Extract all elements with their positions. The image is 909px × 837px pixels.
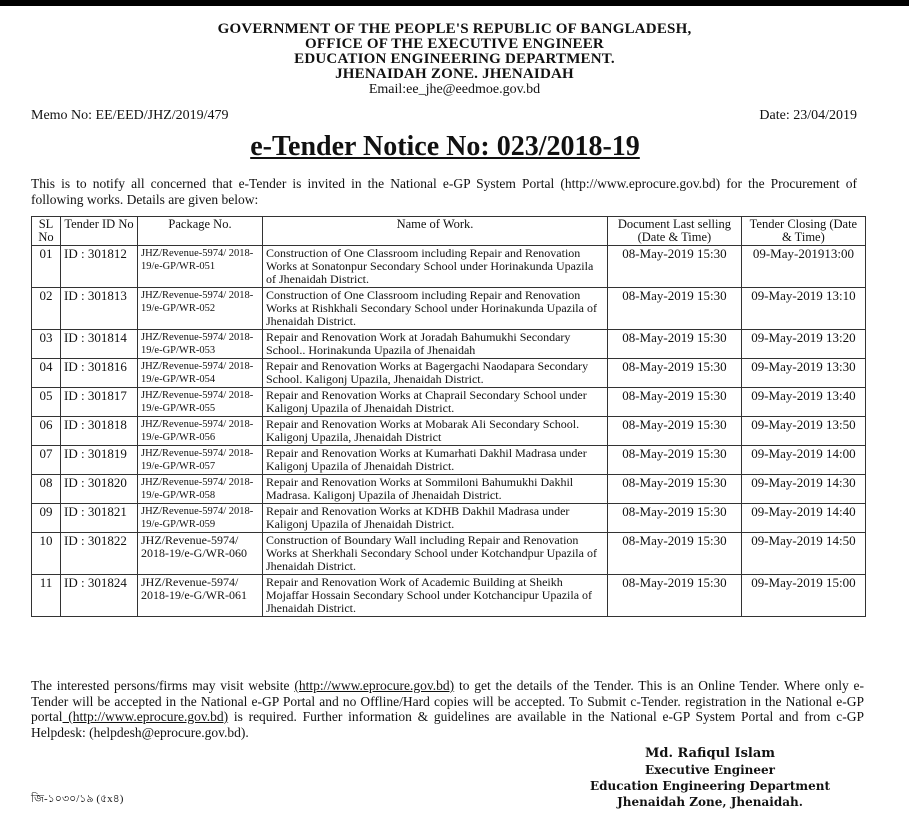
tender-id-cell: ID : 301814 [61, 330, 138, 359]
tender-closing-cell: 09-May-2019 14:50 [741, 533, 865, 575]
signatory-designation: Executive Engineer [645, 763, 775, 777]
sl-cell: 07 [32, 446, 61, 475]
package-cell: JHZ/Revenue-5974/ 2018-19/e-GP/WR-055 [138, 388, 263, 417]
signatory-department: Education Engineering Department [590, 779, 831, 793]
table-row [32, 246, 866, 288]
table-row [32, 388, 866, 417]
eprocure-link-1[interactable]: (http://www.eprocure.gov.bd) [294, 678, 455, 693]
doc-last-selling-cell: 08-May-2019 15:30 [608, 417, 742, 446]
doc-last-selling-cell: 08-May-2019 15:30 [608, 533, 742, 575]
tender-id-cell: ID : 301816 [61, 359, 138, 388]
sl-cell: 05 [32, 388, 61, 417]
col-sl: SL No [32, 217, 61, 246]
tender-id-cell: ID : 301824 [61, 575, 138, 617]
package-cell: JHZ/Revenue-5974/ 2018-19/e-GP/WR-051 [138, 246, 263, 288]
col-work-name: Name of Work. [263, 217, 608, 246]
tender-closing-cell: 09-May-2019 14:00 [741, 446, 865, 475]
header-line-3: EDUCATION ENGINEERING DEPARTMENT. [294, 51, 615, 67]
package-cell: JHZ/Revenue-5974/ 2018-19/e-GP/WR-059 [138, 504, 263, 533]
intro-paragraph: This is to notify all concerned that e-Tender is invited in the National e-GP System Portal (http://www.eprocure.gov.bd) for the Procurement of following works. Details are given below: [31, 176, 857, 207]
tender-table [31, 216, 866, 617]
doc-last-selling-cell: 08-May-2019 15:30 [608, 575, 742, 617]
signatory-name: Md. Rafiqul Islam [644, 746, 776, 761]
sl-cell: 10 [32, 533, 61, 575]
tender-closing-cell: 09-May-2019 13:30 [741, 359, 865, 388]
tender-closing-cell: 09-May-2019 13:10 [741, 288, 865, 330]
package-cell: JHZ/Revenue-5974/ 2018-19/e-GP/WR-058 [138, 475, 263, 504]
header-line-4: JHENAIDAH ZONE. JHENAIDAH [335, 66, 574, 82]
doc-last-selling-cell: 08-May-2019 15:30 [608, 359, 742, 388]
sl-cell: 04 [32, 359, 61, 388]
tender-id-cell: ID : 301813 [61, 288, 138, 330]
col-tender-id: Tender ID No [61, 217, 138, 246]
table-row [32, 575, 866, 617]
sl-cell: 08 [32, 475, 61, 504]
table-row [32, 359, 866, 388]
sl-cell: 02 [32, 288, 61, 330]
table-header-row [32, 217, 866, 246]
page-title: e-Tender Notice No: 023/2018-19 [250, 131, 640, 162]
tender-closing-cell: 09-May-2019 14:30 [741, 475, 865, 504]
doc-last-selling-cell: 08-May-2019 15:30 [608, 330, 742, 359]
tender-closing-cell: 09-May-2019 13:20 [741, 330, 865, 359]
table-row [32, 417, 866, 446]
letterhead [0, 22, 909, 98]
table-row [32, 288, 866, 330]
work-name-cell: Repair and Renovation Works at Kumarhati Dakhil Madrasa under Kaligonj Upazila of Jhenaidah District. [263, 446, 608, 475]
tender-closing-cell: 09-May-2019 13:40 [741, 388, 865, 417]
doc-last-selling-cell: 08-May-2019 15:30 [608, 475, 742, 504]
work-name-cell: Repair and Renovation Works at Chaprail Secondary School under Kaligonj Upazila of Jhenaidah District. [263, 388, 608, 417]
sl-cell: 01 [32, 246, 61, 288]
header-line-1: GOVERNMENT OF THE PEOPLE'S REPUBLIC OF BANGLADESH, [217, 21, 692, 37]
tender-id-cell: ID : 301821 [61, 504, 138, 533]
sl-cell: 03 [32, 330, 61, 359]
signature-block [590, 746, 830, 810]
tender-closing-cell: 09-May-201913:00 [741, 246, 865, 288]
doc-last-selling-cell: 08-May-2019 15:30 [608, 388, 742, 417]
col-package: Package No. [138, 217, 263, 246]
tender-id-cell: ID : 301812 [61, 246, 138, 288]
work-name-cell: Repair and Renovation Works at Bagergachi Naodapara Secondary School. Kaligonj Upazila, Jhenaidah District. [263, 359, 608, 388]
package-cell: JHZ/Revenue-5974/ 2018-19/e-GP/WR-054 [138, 359, 263, 388]
work-name-cell: Repair and Renovation Works at KDHB Dakhil Madrasa under Kaligonj Upazila of Jhenaidah District. [263, 504, 608, 533]
footer-text-2: to get the details of the Tender. This is an Online Tender. Where only e-Tender will be accepted in the National e-GP Portal and no Offline/Hard copies will be accepted. To Submit c-Tender. registration in the National e-GP portal [31, 678, 864, 724]
sl-cell: 06 [32, 417, 61, 446]
notice-date: Date: 23/04/2019 [759, 108, 857, 123]
tender-id-cell: ID : 301822 [61, 533, 138, 575]
work-name-cell: Repair and Renovation Works at Mobarak Ali Secondary School. Kaligonj Upazila, Jhenaidah District [263, 417, 608, 446]
footer-text-3: is required. Further information & guidelines are available in the National e-GP System Portal and from c-GP Helpdesk: (helpdesh@eprocure.gov.bd). [31, 709, 864, 740]
header-email: Email:ee_jhe@eedmoe.gov.bd [368, 82, 541, 97]
eprocure-link-2[interactable]: (http://www.eprocure.gov.bd) [62, 709, 229, 724]
package-cell: JHZ/Revenue-5974/ 2018-19/e-GP/WR-053 [138, 330, 263, 359]
doc-last-selling-cell: 08-May-2019 15:30 [608, 288, 742, 330]
footer-text-1: The interested persons/firms may visit website [31, 678, 295, 693]
tender-closing-cell: 09-May-2019 14:40 [741, 504, 865, 533]
doc-last-selling-cell: 08-May-2019 15:30 [608, 246, 742, 288]
sl-cell: 09 [32, 504, 61, 533]
work-name-cell: Construction of One Classroom including Repair and Renovation Works at Sonatonpur Secondary School under Horinakunda Upazila of Jhenaidah District. [263, 246, 608, 288]
doc-last-selling-cell: 08-May-2019 15:30 [608, 504, 742, 533]
signatory-zone: Jhenaidah Zone, Jhenaidah. [617, 795, 803, 809]
footer-paragraph [31, 678, 864, 740]
package-cell: JHZ/Revenue-5974/ 2018-19/e-G/WR-061 [138, 575, 263, 617]
work-name-cell: Repair and Renovation Works at Sommiloni Bahumukhi Dakhil Madrasa. Kaligonj Upazila of Jhenaidah District. [263, 475, 608, 504]
sl-cell: 11 [32, 575, 61, 617]
table-row [32, 446, 866, 475]
print-code: জি-১০৩০/১৯ (৫x৪) [31, 793, 124, 805]
col-doc-last-selling: Document Last selling (Date & Time) [608, 217, 742, 246]
col-tender-closing: Tender Closing (Date & Time) [741, 217, 865, 246]
tender-closing-cell: 09-May-2019 15:00 [741, 575, 865, 617]
doc-last-selling-cell: 08-May-2019 15:30 [608, 446, 742, 475]
header-line-2: OFFICE OF THE EXECUTIVE ENGINEER [305, 36, 604, 52]
table-row [32, 475, 866, 504]
tender-id-cell: ID : 301818 [61, 417, 138, 446]
tender-id-cell: ID : 301820 [61, 475, 138, 504]
table-row [32, 330, 866, 359]
package-cell: JHZ/Revenue-5974/ 2018-19/e-GP/WR-052 [138, 288, 263, 330]
memo-number: Memo No: EE/EED/JHZ/2019/479 [31, 108, 229, 123]
package-cell: JHZ/Revenue-5974/ 2018-19/e-GP/WR-056 [138, 417, 263, 446]
package-cell: JHZ/Revenue-5974/ 2018-19/e-GP/WR-057 [138, 446, 263, 475]
tender-closing-cell: 09-May-2019 13:50 [741, 417, 865, 446]
top-border [0, 0, 909, 6]
work-name-cell: Construction of Boundary Wall including Repair and Renovation Works at Sherkhali Secondary School under Kotchandpur Upazila of Jhenaidah District. [263, 533, 608, 575]
work-name-cell: Construction of One Classroom including Repair and Renovation Works at Rishkhali Secondary School under Horinakunda Upazila of Jhenaidah District. [263, 288, 608, 330]
work-name-cell: Repair and Renovation Work of Academic Building at Sheikh Mojaffar Hossain Secondary School under Kotchancipur Upazila of Jhenaidah District. [263, 575, 608, 617]
tender-id-cell: ID : 301819 [61, 446, 138, 475]
table-row [32, 504, 866, 533]
table-row [32, 533, 866, 575]
tender-id-cell: ID : 301817 [61, 388, 138, 417]
work-name-cell: Repair and Renovation Work at Joradah Bahumukhi Secondary School.. Horinakunda Upazila of Jhenaidah [263, 330, 608, 359]
package-cell: JHZ/Revenue-5974/ 2018-19/e-G/WR-060 [138, 533, 263, 575]
